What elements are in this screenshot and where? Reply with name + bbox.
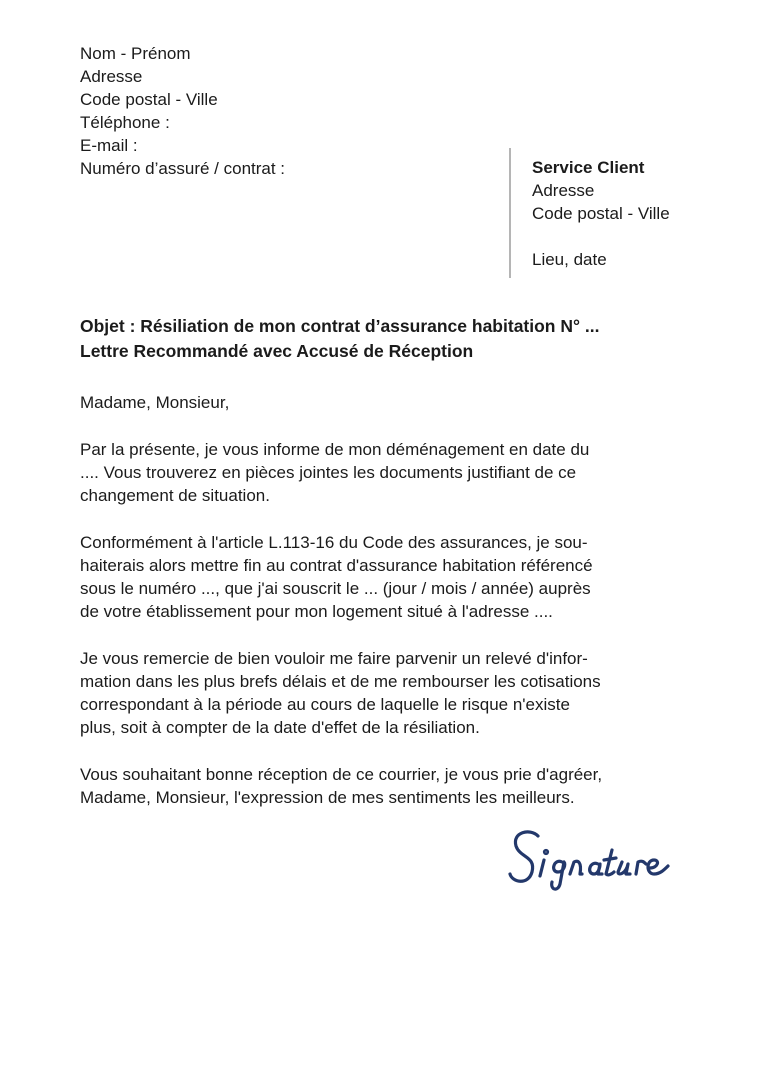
sender-email: E-mail :: [80, 136, 138, 155]
handwritten-signature: [500, 820, 700, 900]
recipient-divider: [509, 148, 511, 278]
body-line: Je vous remercie de bien vouloir me faire parvenir un relevé d'infor-: [80, 649, 588, 668]
body-line: haiterais alors mettre fin au contrat d'assurance habitation référencé: [80, 556, 593, 575]
sender-phone: Téléphone :: [80, 113, 170, 132]
body-line: Madame, Monsieur, l'expression de mes sentiments les meilleurs.: [80, 788, 575, 807]
body-line: sous le numéro ..., que j'ai souscrit le ... (jour / mois / année) auprès: [80, 579, 591, 598]
place-date: Lieu, date: [532, 250, 607, 269]
letter-body: [80, 391, 700, 833]
body-line: Conformément à l'article L.113-16 du Code des assurances, je sou-: [80, 533, 588, 552]
body-line: plus, soit à compter de la date d'effet de la résiliation.: [80, 718, 480, 737]
body-line: Par la présente, je vous informe de mon déménagement en date du: [80, 440, 590, 459]
sender-address: Adresse: [80, 67, 143, 86]
sender-block: [80, 42, 285, 180]
body-line: changement de situation.: [80, 486, 270, 505]
sender-contract-number: Numéro d’assuré / contrat :: [80, 159, 286, 178]
signature-drawing: [500, 820, 700, 900]
body-line: Vous souhaitant bonne réception de ce courrier, je vous prie d'agréer,: [80, 765, 603, 784]
body-line: de votre établissement pour mon logement situé à l'adresse ....: [80, 602, 553, 621]
subject-line: Objet : Résiliation de mon contrat d’assurance habitation N° ...: [80, 316, 600, 336]
paragraph-closing: [80, 763, 700, 809]
salutation: Madame, Monsieur,: [80, 393, 230, 412]
paragraph-termination-request: [80, 531, 700, 623]
body-line: mation dans les plus brefs délais et de me rembourser les cotisations: [80, 672, 601, 691]
sender-name: Nom - Prénom: [80, 44, 191, 63]
delivery-mode-line: Lettre Recommandé avec Accusé de Réception: [80, 341, 474, 361]
recipient-address: Adresse: [532, 181, 595, 200]
recipient-postal-city: Code postal - Ville: [532, 204, 670, 223]
paragraph-refund-request: [80, 647, 700, 739]
body-line: .... Vous trouverez en pièces jointes les documents justifiant de ce: [80, 463, 577, 482]
recipient-name: Service Client: [532, 158, 645, 177]
sender-postal-city: Code postal - Ville: [80, 90, 218, 109]
paragraph-moving-notice: [80, 438, 700, 507]
subject-block: [80, 314, 599, 364]
recipient-block: [532, 156, 670, 271]
body-line: correspondant à la période au cours de laquelle le risque n'existe: [80, 695, 570, 714]
